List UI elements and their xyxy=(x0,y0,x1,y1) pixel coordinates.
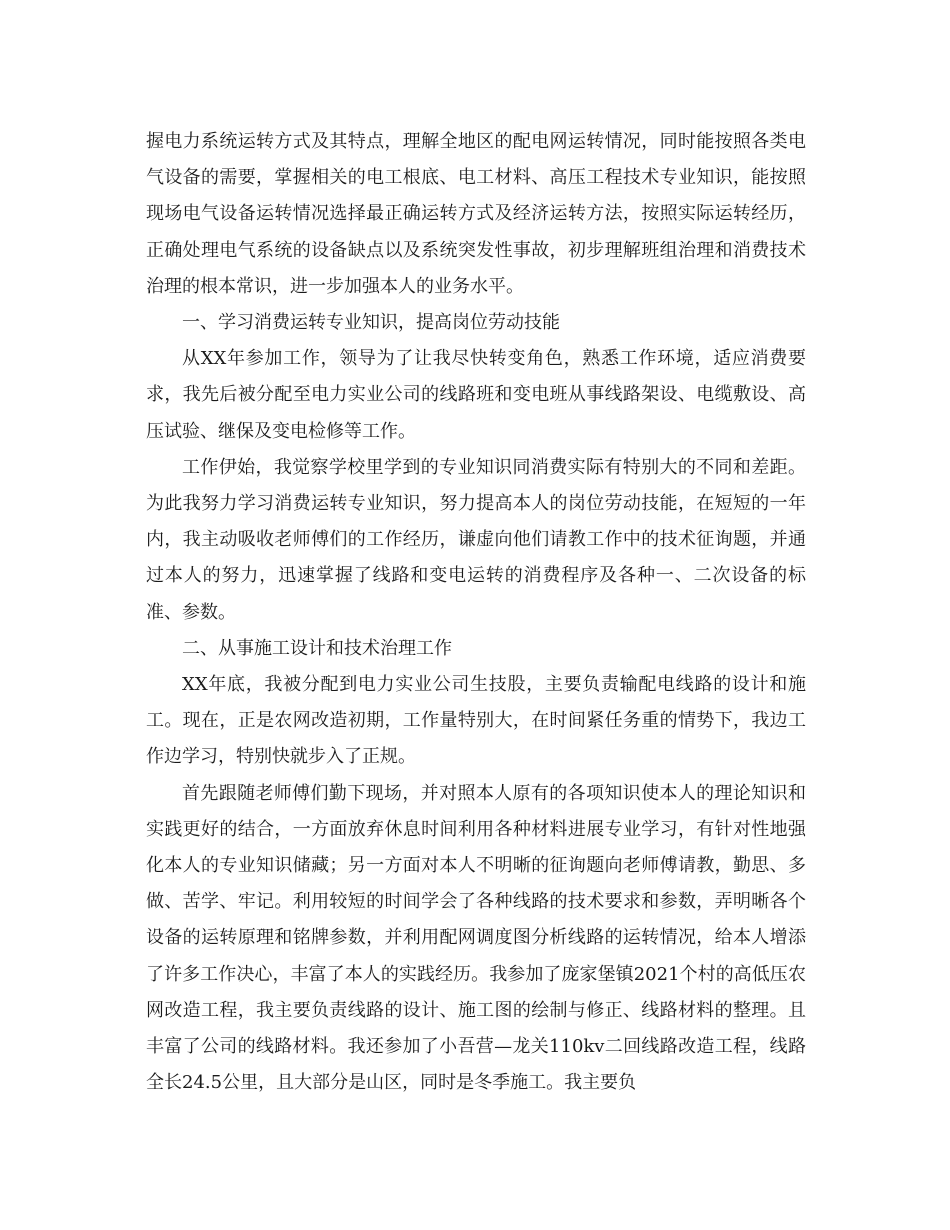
paragraph: 从XX年参加工作，领导为了让我尽快转变角色，熟悉工作环境，适应消费要求，我先后被分配至电力实业公司的线路班和变电班从事线路架设、电缆敷设、高压试验、继保及变电检修等工作。 xyxy=(146,348,806,442)
paragraph: 工作伊始，我觉察学校里学到的专业知识同消费实际有特别大的不同和差距。为此我努力学习消费运转专业知识，努力提高本人的岗位劳动技能，在短短的一年内，我主动吸收老师傅们的工作经历，谦虚向他们请教工作中的技术征询题，并通过本人的努力，迅速掌握了线路和变电运转的消费程序及各种一、二次设备的标准、参数。 xyxy=(146,456,806,623)
paragraph-continued: 握电力系统运转方式及其特点，理解全地区的配电网运转情况，同时能按照各类电气设备的需要，掌握相关的电工根底、电工材料、高压工程技术专业知识，能按照现场电气设备运转情况选择最正确运转方式及经济运转方法，按照实际运转经历，正确处理电气系统的设备缺点以及系统突发性事故，初步理解班组治理和消费技术治理的根本常识，进一步加强本人的业务水平。 xyxy=(146,131,806,297)
document-body xyxy=(146,124,806,1101)
section-heading-2: 二、从事施工设计和技术治理工作 xyxy=(182,637,452,659)
section-heading-1: 一、学习消费运转专业知识，提高岗位劳动技能 xyxy=(182,312,560,334)
paragraph: XX年底，我被分配到电力实业公司生技股，主要负责输配电线路的设计和施工。现在，正是农网改造初期，工作量特别大，在时间紧任务重的情势下，我边工作边学习，特别快就步入了正规。 xyxy=(146,674,806,768)
paragraph: 首先跟随老师傅们勤下现场，并对照本人原有的各项知识使本人的理论知识和实践更好的结合，一方面放弃休息时间利用各种材料进展专业学习，有针对性地强化本人的专业知识储藏；另一方面对本人不明晰的征询题向老师傅请教，勤思、多做、苦学、牢记。利用较短的时间学会了各种线路的技术要求和参数，弄明晰各个设备的运转原理和铭牌参数，并利用配网调度图分析线路的运转情况，给本人增添了许多工作决心，丰富了本人的实践经历。我参加了庞家堡镇2021个村的高低压农网改造工程，我主要负责线路的设计、施工图的绘制与修正、线路材料的整理。且丰富了公司的线路材料。我还参加了小吾营—龙关110kv二回线路改造工程，线路全长24.5公里，且大部分是山区，同时是冬季施工。我主要负 xyxy=(146,782,806,1094)
